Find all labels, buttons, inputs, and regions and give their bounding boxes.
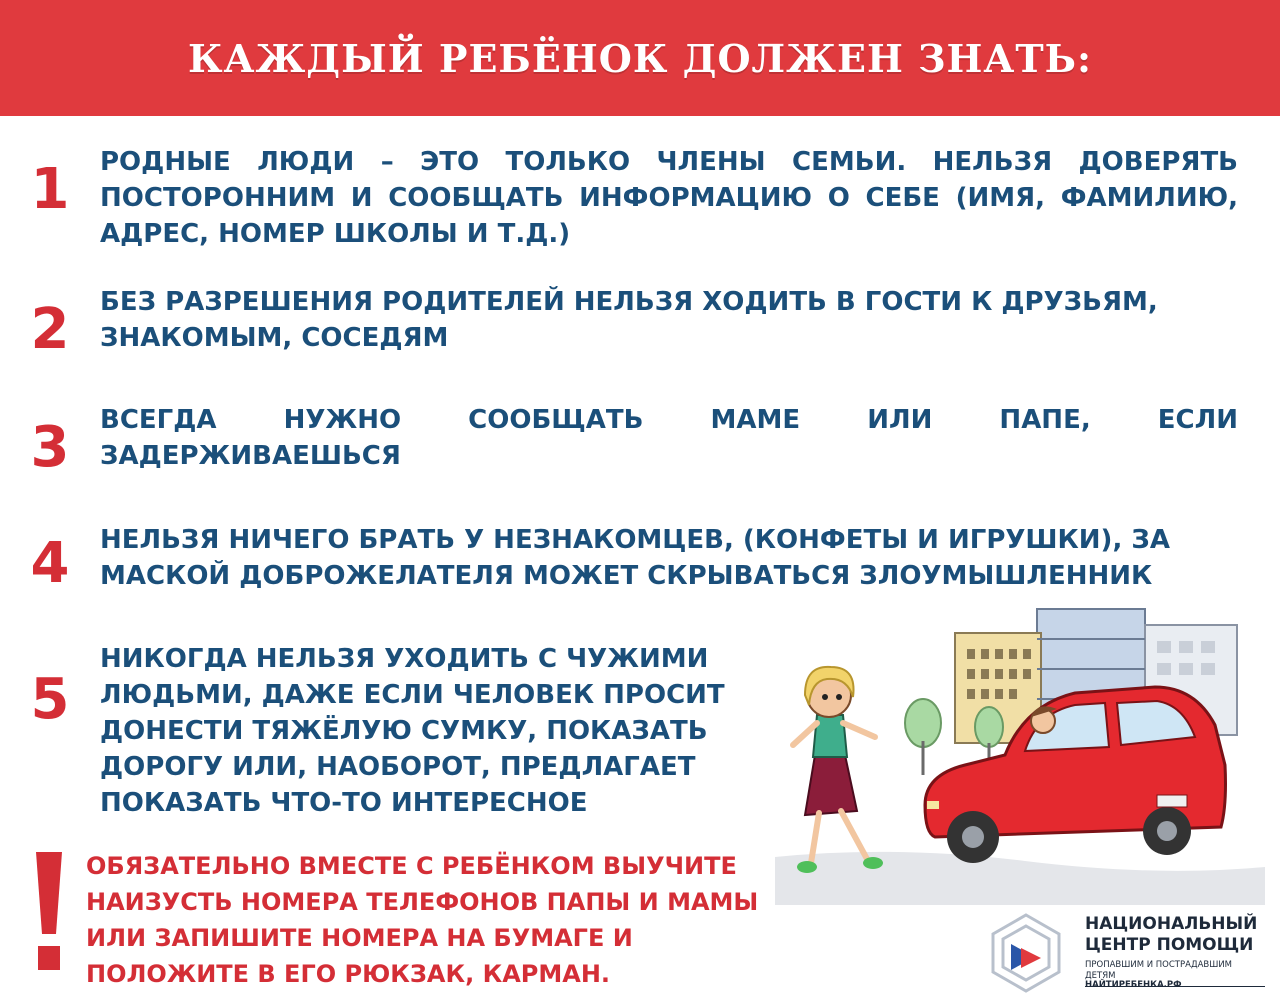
logo-website: НАЙТИРЕБЕНКА.РФ [1085,980,1182,990]
rule-text-5: НИКОГДА НЕЛЬЗЯ УХОДИТЬ С ЧУЖИМИ ЛЮДЬМИ, ДАЖЕ ЕСЛИ ЧЕЛОВЕК ПРОСИТ ДОНЕСТИ ТЯЖЁЛУЮ СУМКУ, ПОКАЗАТЬ ДОРОГУ ИЛИ, НАОБОРОТ, ПРЕДЛАГАЕТ ПОКАЗАТЬ ЧТО-ТО ИНТЕРЕСНОЕ [100,644,725,818]
page-title: КАЖДЫЙ РЕБЁНОК ДОЛЖЕН ЗНАТЬ: [187,35,1093,81]
rule-text-1: РОДНЫЕ ЛЮДИ – ЭТО ТОЛЬКО ЧЛЕНЫ СЕМЬИ. НЕЛЬЗЯ ДОВЕРЯТЬ ПОСТОРОННИМ И СООБЩАТЬ ИНФОРМАЦИЮ О СЕБЕ (ИМЯ, ФАМИЛИЮ, АДРЕС, НОМЕР ШКОЛЫ И Т.Д.) [100,147,1238,249]
organization-logo [985,910,1275,995]
hexagon-logo-icon [985,912,1067,994]
rule-number-4: 4 [30,531,70,596]
child-figure [793,667,883,873]
rule-number-3: 3 [30,415,70,480]
logo-subtitle: ПРОПАВШИМ И ПОСТРАДАВШИМ ДЕТЯМ [1085,960,1265,987]
rule-number-2: 2 [30,297,70,362]
rule-number-1: 1 [30,157,70,222]
rule-text-3: ВСЕГДА НУЖНО СООБЩАТЬ МАМЕ ИЛИ ПАПЕ, ЕСЛИ ЗАДЕРЖИВАЕШЬСЯ [100,405,1238,471]
rule-text-4: НЕЛЬЗЯ НИЧЕГО БРАТЬ У НЕЗНАКОМЦЕВ, (КОНФЕТЫ И ИГРУШКИ), ЗА МАСКОЙ ДОБРОЖЕЛАТЕЛЯ МОЖЕТ СКРЫВАТЬСЯ ЗЛОУМЫШЛЕННИК [100,525,1170,591]
exclamation-icon [34,852,64,972]
warning-text: ОБЯЗАТЕЛЬНО ВМЕСТЕ С РЕБЁНКОМ ВЫУЧИТЕ НАИЗУСТЬ НОМЕРА ТЕЛЕФОНОВ ПАПЫ И МАМЫ ИЛИ ЗАПИШИТЕ НОМЕРА НА БУМАГЕ И ПОЛОЖИТЕ В ЕГО РЮКЗАК, КАРМАН. [86,852,759,988]
header-banner [0,0,1280,116]
rule-text-2: БЕЗ РАЗРЕШЕНИЯ РОДИТЕЛЕЙ НЕЛЬЗЯ ХОДИТЬ В ГОСТИ К ДРУЗЬЯМ, ЗНАКОМЫМ, СОСЕДЯМ [100,287,1158,353]
rule-number-5: 5 [30,667,70,732]
child-and-car-illustration [775,605,1265,905]
logo-name: НАЦИОНАЛЬНЫЙ ЦЕНТР ПОМОЩИ [1085,914,1258,955]
